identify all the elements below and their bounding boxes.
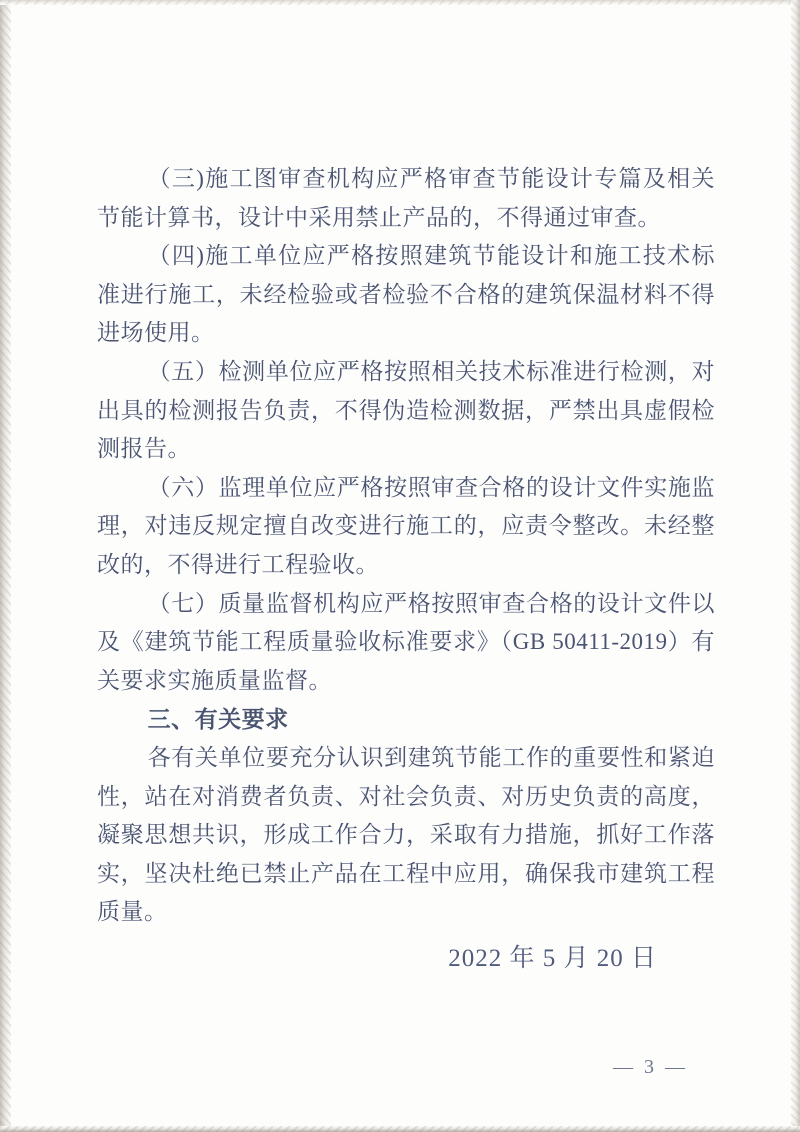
clause-paragraph-7: （七）质量监督机构应严格按照审查合格的设计文件以及《建筑节能工程质量验收标准要求》（GB 50411-2019）有关要求实施质量监督。 <box>97 590 715 693</box>
scan-edge-bottom <box>0 1126 800 1132</box>
section-heading: 三、有关要求 <box>147 706 289 733</box>
page-number: — 3 — <box>613 1056 688 1078</box>
clause-paragraph-4: （四)施工单位应严格按照建筑节能设计和施工技术标准进行施工，未经检验或者检验不合格的建筑保温材料不得进场使用。 <box>97 243 715 346</box>
scan-edge-top <box>0 0 800 5</box>
clause-paragraph-3: （三)施工图审查机构应严格审查节能设计专篇及相关节能计算书，设计中采用禁止产品的，不得通过审查。 <box>97 166 715 230</box>
scan-edge-right <box>791 0 800 1132</box>
document-body <box>97 160 715 932</box>
scan-edge-left <box>0 0 11 1132</box>
document-date: 2022 年 5 月 20 日 <box>448 945 657 972</box>
closing-paragraph: 各有关单位要充分认识到建筑节能工作的重要性和紧迫性，站在对消费者负责、对社会负责、对历史负责的高度，凝聚思想共识，形成工作合力，采取有力措施，抓好工作落实，坚决杜绝已禁止产品在工程中应用，确保我市建筑工程质量。 <box>97 744 715 925</box>
clause-paragraph-6: （六）监理单位应严格按照审查合格的设计文件实施监理，对违反规定擅自改变进行施工的，应责令整改。未经整改的，不得进行工程验收。 <box>97 474 715 577</box>
clause-paragraph-5: （五）检测单位应严格按照相关技术标准进行检测，对出具的检测报告负责，不得伪造检测数据，严禁出具虚假检测报告。 <box>97 358 715 462</box>
